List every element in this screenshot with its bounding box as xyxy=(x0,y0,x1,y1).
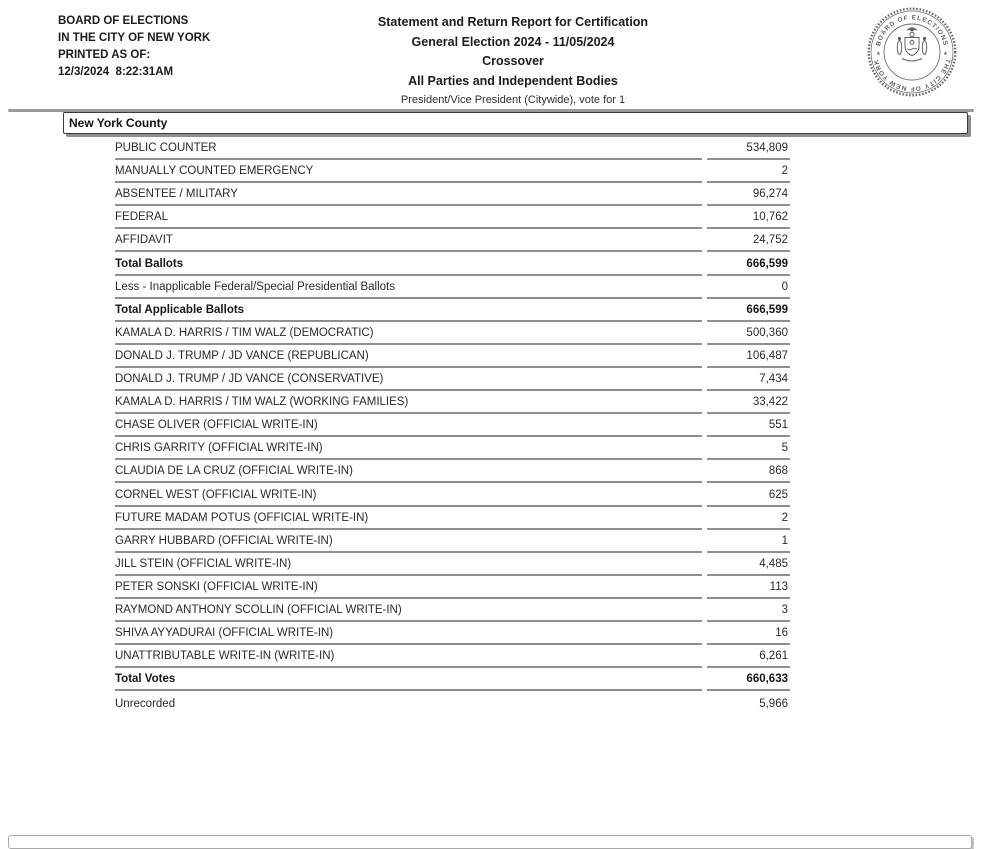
table-row xyxy=(115,345,790,368)
election-name: General Election 2024 - 11/05/2024 xyxy=(411,34,615,49)
board-of-elections-seal-icon xyxy=(866,6,958,98)
row-value: 33,422 xyxy=(707,396,790,414)
table-row xyxy=(115,137,790,160)
table-row xyxy=(115,299,790,322)
row-label: MANUALLY COUNTED EMERGENCY xyxy=(115,165,702,183)
row-value: 3 xyxy=(707,604,790,622)
contest-title: President/Vice President (Citywide), vote for 1 xyxy=(400,94,626,106)
printed-as-of-label: PRINTED AS OF: xyxy=(58,49,151,61)
row-value: 16 xyxy=(707,627,790,645)
row-value: 4,485 xyxy=(707,558,790,576)
table-row xyxy=(115,229,790,252)
row-value: 666,599 xyxy=(707,258,790,276)
row-label: KAMALA D. HARRIS / TIM WALZ (WORKING FAMILIES) xyxy=(115,396,702,414)
parties-label: All Parties and Independent Bodies xyxy=(408,73,618,88)
table-row xyxy=(115,691,790,714)
agency-block xyxy=(58,13,210,81)
row-value: 7,434 xyxy=(707,373,790,391)
row-label: ABSENTEE / MILITARY xyxy=(115,188,702,206)
table-row xyxy=(115,460,790,483)
table-row xyxy=(115,206,790,229)
row-value: 113 xyxy=(707,581,790,599)
row-label: JILL STEIN (OFFICIAL WRITE-IN) xyxy=(115,558,702,576)
agency-name-line1: BOARD OF ELECTIONS xyxy=(58,15,189,27)
row-label: PUBLIC COUNTER xyxy=(115,142,702,160)
table-row xyxy=(115,483,790,506)
table-row xyxy=(115,322,790,345)
row-value: 0 xyxy=(707,281,790,299)
table-row xyxy=(115,668,790,691)
row-label: Total Ballots xyxy=(115,258,702,276)
table-row xyxy=(115,622,790,645)
table-row xyxy=(115,368,790,391)
table-row xyxy=(115,276,790,299)
next-section-box xyxy=(8,835,972,849)
row-label: DONALD J. TRUMP / JD VANCE (REPUBLICAN) xyxy=(115,350,702,368)
row-value: 625 xyxy=(707,489,790,507)
row-value: 24,752 xyxy=(707,234,790,252)
row-value: 96,274 xyxy=(707,188,790,206)
printed-timestamp: 12/3/2024 8:22:31AM xyxy=(58,66,174,78)
table-row xyxy=(115,553,790,576)
table-row xyxy=(115,645,790,668)
table-row xyxy=(115,507,790,530)
table-row xyxy=(115,414,790,437)
table-row xyxy=(115,391,790,414)
row-label: FUTURE MADAM POTUS (OFFICIAL WRITE-IN) xyxy=(115,512,702,530)
row-value: 5,966 xyxy=(759,698,788,711)
seal-top-text: BOARD OF ELECTIONS xyxy=(875,14,949,47)
seal-bottom-text: THE CITY OF NEW YORK xyxy=(872,58,952,93)
row-value: 6,261 xyxy=(707,650,790,668)
row-label: CLAUDIA DE LA CRUZ (OFFICIAL WRITE-IN) xyxy=(115,465,702,483)
row-label: Less - Inapplicable Federal/Special Presidential Ballots xyxy=(115,281,702,299)
row-label: Total Votes xyxy=(115,673,702,691)
row-value: 666,599 xyxy=(707,304,790,322)
seal-coat-of-arms-icon xyxy=(897,27,926,61)
row-value: 2 xyxy=(707,512,790,530)
row-label: CORNEL WEST (OFFICIAL WRITE-IN) xyxy=(115,489,702,507)
report-title-block xyxy=(233,13,793,110)
row-label: PETER SONSKI (OFFICIAL WRITE-IN) xyxy=(115,581,702,599)
row-value: 868 xyxy=(707,465,790,483)
row-value: 1 xyxy=(707,535,790,553)
row-label: UNATTRIBUTABLE WRITE-IN (WRITE-IN) xyxy=(115,650,702,668)
table-row xyxy=(115,252,790,275)
row-label: FEDERAL xyxy=(115,211,702,229)
row-value: 2 xyxy=(707,165,790,183)
row-label: Total Applicable Ballots xyxy=(115,304,702,322)
row-value: 106,487 xyxy=(707,350,790,368)
row-value: 500,360 xyxy=(707,327,790,345)
row-value: 534,809 xyxy=(707,142,790,160)
row-label: Unrecorded xyxy=(115,698,176,711)
row-value: 5 xyxy=(707,442,790,460)
table-row xyxy=(115,530,790,553)
row-label: GARRY HUBBARD (OFFICIAL WRITE-IN) xyxy=(115,535,702,553)
crossover-label: Crossover xyxy=(482,54,544,68)
row-value: 660,633 xyxy=(707,673,790,691)
row-label: KAMALA D. HARRIS / TIM WALZ (DEMOCRATIC) xyxy=(115,327,702,345)
table-row xyxy=(115,599,790,622)
row-value: 551 xyxy=(707,419,790,437)
row-label: SHIVA AYYADURAI (OFFICIAL WRITE-IN) xyxy=(115,627,702,645)
row-value: 10,762 xyxy=(707,211,790,229)
table-row xyxy=(115,437,790,460)
row-label: AFFIDAVIT xyxy=(115,234,702,252)
seal-star-left-icon: ★ xyxy=(876,51,881,57)
row-label: CHASE OLIVER (OFFICIAL WRITE-IN) xyxy=(115,419,702,437)
row-label: CHRIS GARRITY (OFFICIAL WRITE-IN) xyxy=(115,442,702,460)
table-row xyxy=(115,576,790,599)
row-label: RAYMOND ANTHONY SCOLLIN (OFFICIAL WRITE-IN) xyxy=(115,604,702,622)
results-table xyxy=(115,137,790,714)
report-title: Statement and Return Report for Certification xyxy=(377,15,649,29)
county-name: New York County xyxy=(69,116,168,130)
seal-star-right-icon: ★ xyxy=(943,51,948,57)
agency-name-line2: IN THE CITY OF NEW YORK xyxy=(58,32,211,44)
table-row xyxy=(115,160,790,183)
table-row xyxy=(115,183,790,206)
row-label: DONALD J. TRUMP / JD VANCE (CONSERVATIVE) xyxy=(115,373,702,391)
county-header-box xyxy=(63,112,968,134)
